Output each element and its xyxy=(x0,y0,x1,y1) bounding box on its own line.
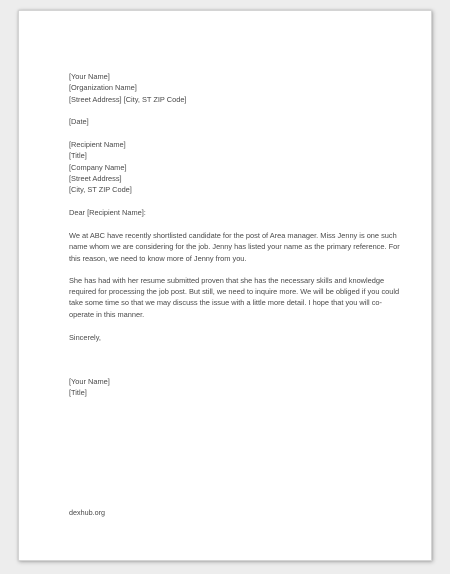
salutation: Dear [Recipient Name]: xyxy=(69,208,146,218)
signature-name: [Your Name] xyxy=(69,376,110,386)
recipient-name: [Recipient Name] xyxy=(69,140,126,150)
salutation-block xyxy=(69,207,407,218)
recipient-block xyxy=(69,139,407,195)
body-paragraph: She has had with her resume submitted proven that she has the necessary skills and knowledge required for processing the job post. But still, we need to inquire more. We will be obliged if you could take some time so that we may discuss the issue with a little more detail. I hope that you will co-operate in this manner. xyxy=(69,275,400,319)
date-block xyxy=(69,116,407,127)
body-paragraph: We at ABC have recently shortlisted candidate for the post of Area manager. Miss Jenny is one such name whom we are considering for the job. Jenny has listed your name as the primary reference. For this reason, we need to know more of Jenny from you. xyxy=(69,230,400,263)
signature-title: [Title] xyxy=(69,388,87,398)
recipient-title: [Title] xyxy=(69,151,87,161)
recipient-street: [Street Address] xyxy=(69,174,122,184)
recipient-company: [Company Name] xyxy=(69,162,127,172)
footer-text: dexhub.org xyxy=(69,508,105,517)
closing: Sincerely, xyxy=(69,332,101,342)
body-block xyxy=(69,230,407,320)
document-page xyxy=(18,10,432,561)
sender-address: [Street Address] [City, ST ZIP Code] xyxy=(69,94,187,104)
closing-block xyxy=(69,332,407,343)
recipient-city: [City, ST ZIP Code] xyxy=(69,185,132,195)
letter-content xyxy=(69,71,407,398)
sender-name: [Your Name] xyxy=(69,72,110,81)
sender-organization: [Organization Name] xyxy=(69,83,137,93)
letter-date: [Date] xyxy=(69,117,89,127)
sender-block xyxy=(69,71,407,105)
signature-block xyxy=(69,376,407,399)
